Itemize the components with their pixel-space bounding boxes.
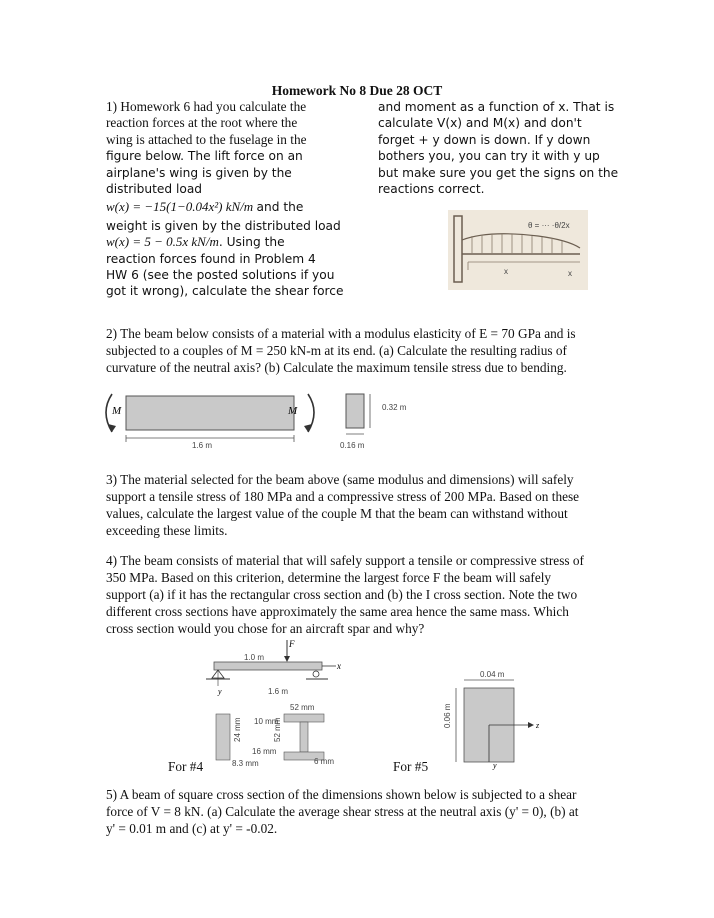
problem-4-figure [196,638,346,770]
p1-line: reactions correct. [378,182,485,197]
span-2-label: 1.6 m [268,687,289,696]
i-section-top-flange [284,714,324,722]
beam-figure [100,388,430,454]
p2-line: subjected to a couples of M = 250 kN-m at its end. (a) Calculate the resulting radius of [106,343,567,358]
roller-support [313,671,319,677]
p1-line: forget + y down is down. If y down [378,132,591,147]
moment-right-label: M [288,405,298,417]
y-axis-label: y [218,687,222,696]
p1-line: wing is attached to the fuselage in the [106,131,307,147]
p5-line: y' = 0.01 m and (c) at y' = -0.02. [106,821,278,836]
width-label: 0.16 m [340,441,365,450]
problem-4-text [106,552,618,637]
p1-line: calculate V(x) and M(x) and don't [378,116,582,131]
p1-line: and the [256,200,304,215]
p3-line: exceeding these limits. [106,523,228,538]
moment-left-label: M [112,405,122,417]
p2-line: curvature of the neutral axis? (b) Calculate the maximum tensile stress due to bending. [106,360,567,375]
wing-figure [448,210,588,290]
rectangular-section [216,714,230,760]
force-label: F [289,639,295,649]
p1-line: . Using the [218,235,285,250]
rect-height-label: 24 mm [233,717,242,742]
wing-label: θ = ··· ·θ/2x [528,221,570,230]
flange-width-label: 52 mm [290,703,315,712]
caption-5: For #5 [393,759,429,774]
p1-line: reaction forces at the root where the [106,115,298,131]
p1-line: weight is given by the distributed load [106,218,341,233]
wing-x-label-2: x [504,267,508,276]
problem-1-left-column [106,99,346,300]
p1-line: and moment as a function of x. That is [378,100,615,114]
height-label: 0.32 m [382,403,407,412]
i-bottom-label: 6 mm [314,757,334,766]
page-title: Homework No 8 Due 28 OCT [271,83,443,98]
simply-supported-beam [214,662,322,670]
p2-line: 2) The beam below consists of a material with a modulus elasticity of E = 70 GPa and is [106,326,576,341]
problem-3-text [106,471,618,539]
x-axis-label: x [337,661,341,671]
weight-equation: w(x) = 5 − 0.5x kN/m [106,234,219,250]
span-1-label: 1.0 m [244,653,265,662]
web-thick-label: 16 mm [252,747,277,756]
i-height-label: 52 mm [273,717,282,742]
problem-5-text [106,786,618,837]
rect-width-label: 8.3 mm [232,759,259,768]
width-label: 0.04 m [480,670,505,679]
p1-line: 1) Homework 6 had you calculate the [106,99,307,114]
problem-1-right-column [378,99,628,197]
beam-rectangle [126,396,294,430]
problem-5-figure [438,664,548,770]
wing-x-label: x [568,269,572,278]
p5-line: 5) A beam of square cross section of the dimensions shown below is subjected to a shear [106,787,577,802]
i-section-web [300,722,308,752]
p1-line: reaction forces found in Problem 4 [106,251,316,266]
flange-thick-label: 10 mm [254,717,279,726]
height-label: 0.06 m [443,703,452,728]
p1-line: figure below. The lift force on an [106,149,303,164]
p1-line: HW 6 (see the posted solutions if you [106,268,335,283]
p4-line: 350 MPa. Based on this criterion, determine the largest force F the beam will safely [106,570,552,585]
p1-line: but make sure you get the signs on the [378,165,619,180]
p4-line: support (a) if it has the rectangular cross section and (b) the I cross section. Note the two [106,587,578,602]
p5-line: force of V = 8 kN. (a) Calculate the average shear stress at the neutral axis (y' = 0), (b) at [106,804,579,819]
p1-line: got it wrong), calculate the shear force [106,284,344,299]
z-axis-label: z [536,721,540,730]
caption-4: For #4 [168,759,204,774]
p1-line: bothers you, you can try it with y up [378,149,600,164]
p3-line: values, calculate the largest value of the couple M that the beam can withstand without [106,506,568,521]
problem-2-text [106,325,618,376]
p4-line: different cross sections have approximately the same area hence the same mass. Which [106,604,569,619]
p3-line: support a tensile stress of 180 MPa and a compressive stress of 200 MPa. Based on these [106,489,580,504]
p1-line: distributed load [106,182,203,197]
lift-equation: w(x) = −15(1−0.04x²) kN/m [106,199,254,215]
p1-line: airplane's wing is given by the [106,165,292,180]
p4-line: 4) The beam consists of material that will safely support a tensile or compressive stress of [106,553,584,568]
p4-line: cross section would you chose for an aircraft spar and why? [106,621,425,636]
cross-section-rectangle [346,394,364,428]
p3-line: 3) The material selected for the beam above (same modulus and dimensions) will safely [106,472,574,487]
length-label: 1.6 m [192,441,213,450]
y-axis-label: y [493,761,497,770]
